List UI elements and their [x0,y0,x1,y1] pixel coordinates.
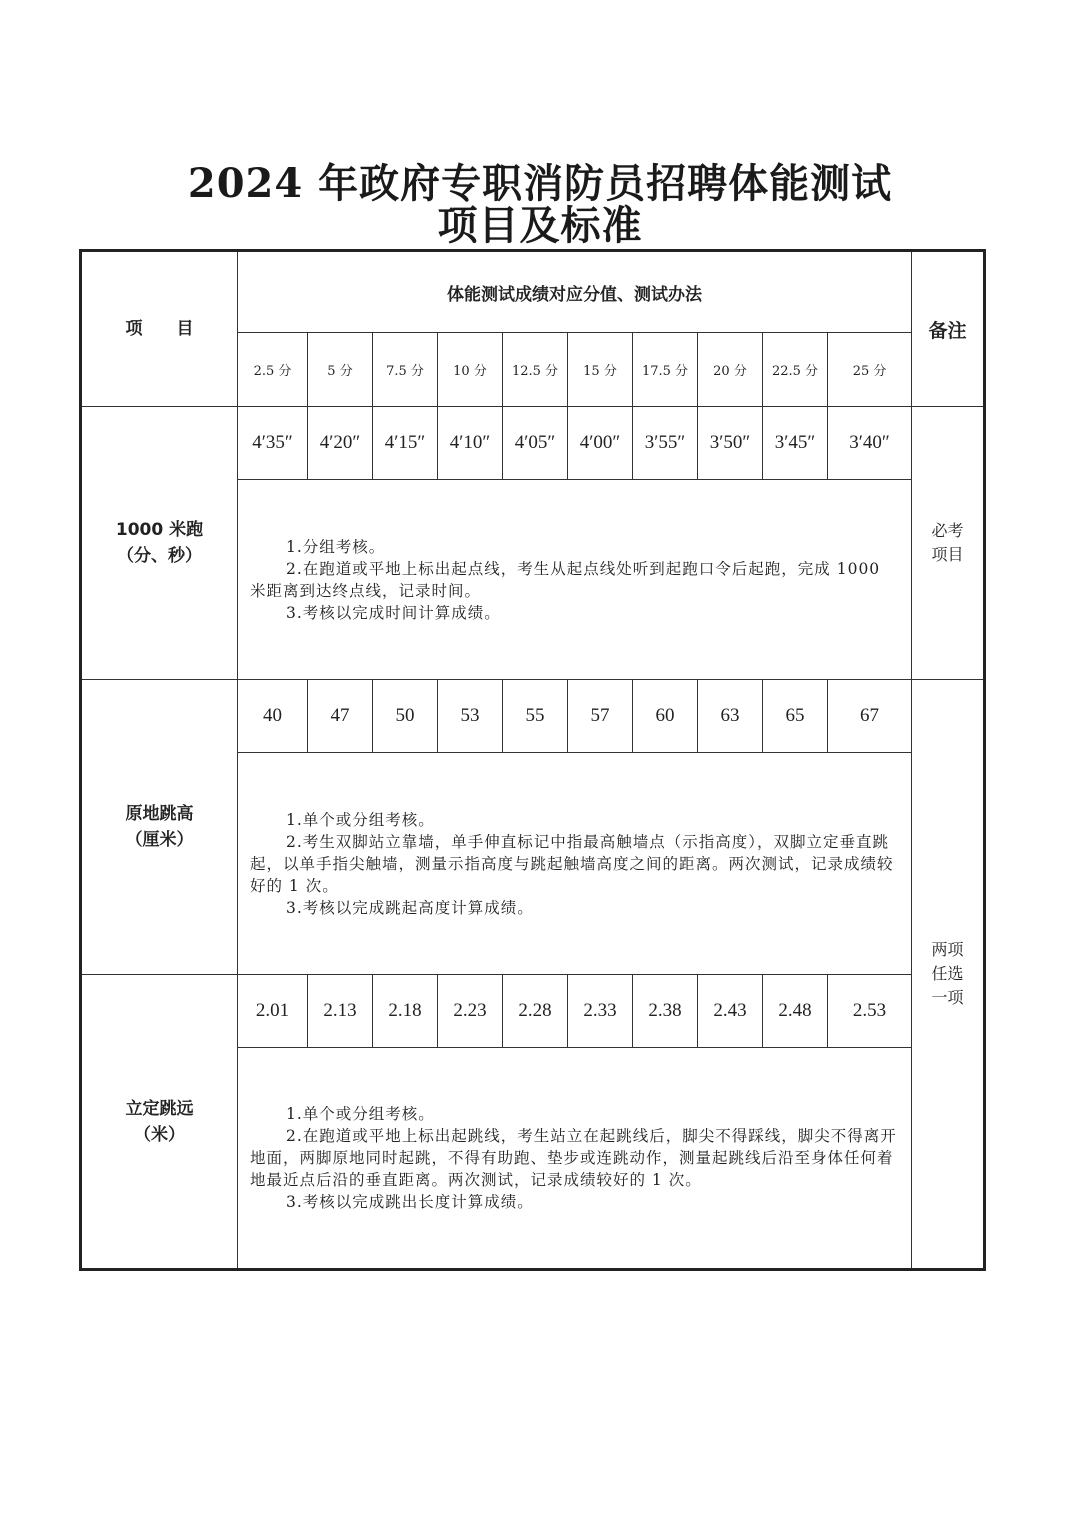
method-line: 3.考核以完成跳起高度计算成绩。 [286,898,534,917]
standard-value: 2.28 [503,975,568,1048]
standard-value: 3′55″ [633,407,698,480]
standard-value: 53 [438,680,503,753]
item-name: 1000 米跑 [115,520,204,540]
standard-value: 55 [503,680,568,753]
score-header: 25 分 [828,333,912,407]
item-name: 立定跳远 [125,1098,194,1119]
item-unit: （厘米） [125,830,194,850]
standard-value: 57 [568,680,633,753]
standard-value: 50 [373,680,438,753]
item-name-cell [81,407,238,680]
item-header: 项 目 [81,251,238,407]
standard-value: 2.18 [373,975,438,1048]
remark-line: 任选 [931,964,964,983]
score-header: 7.5 分 [373,333,438,407]
page-title: 2024 年政府专职消防员招聘体能测试 [187,160,893,207]
standard-value: 63 [698,680,763,753]
standard-value: 60 [633,680,698,753]
standard-value: 4′05″ [503,407,568,480]
standard-value: 4′35″ [238,407,308,480]
method-line: 2.在跑道或平地上标出起点线，考生从起点线处听到起跑口令后起跑，完成 1000 米距离到达终点线，记录时间。 [250,559,881,600]
item-unit: （米） [134,1124,185,1145]
remark-cell [912,680,985,1270]
standard-value: 4′15″ [373,407,438,480]
standard-value: 3′40″ [828,407,912,480]
method-line: 2.在跑道或平地上标出起跳线，考生站立在起跳线后，脚尖不得踩线，脚尖不得离开地面，两脚原地同时起跳，不得有助跑、垫步或连跳动作，测量起跳线后沿至身体任何着地最近点后沿的垂直距离。两次测试，记录成绩较好的 1 次。 [250,1127,897,1189]
standard-value: 2.53 [828,975,912,1048]
remark-cell [912,407,985,680]
method-line: 1.单个或分组考核。 [286,1105,435,1123]
score-header: 22.5 分 [763,333,828,407]
remark-line: 两项 [931,940,964,959]
standard-value: 67 [828,680,912,753]
method-line: 1.分组考核。 [286,537,386,556]
standard-value: 40 [238,680,308,753]
page-subtitle: 项目及标准 [437,202,643,249]
score-header: 5 分 [308,333,373,407]
standard-value: 47 [308,680,373,753]
remark-header: 备注 [912,251,985,407]
remark-line: 必考 [931,521,964,540]
score-header: 20 分 [698,333,763,407]
standard-value: 4′20″ [308,407,373,480]
method-line: 3.考核以完成时间计算成绩。 [286,603,501,622]
standard-value: 2.38 [633,975,698,1048]
standard-value: 2.43 [698,975,763,1048]
method-line: 2.考生双脚站立靠墙，单手伸直标记中指最高触墙点（示指高度），双脚立定垂直跳起，以单手指尖触墙，测量示指高度与跳起触墙高度之间的距离。两次测试，记录成绩较好的 1 次。 [250,832,894,895]
standard-value: 3′45″ [763,407,828,480]
standard-value: 4′10″ [438,407,503,480]
item-name-cell [81,975,238,1270]
item-name-cell [81,680,238,975]
score-header: 2.5 分 [238,333,308,407]
score-header: 10 分 [438,333,503,407]
standard-value: 4′00″ [568,407,633,480]
score-header: 17.5 分 [633,333,698,407]
item-unit: （分、秒） [117,546,202,566]
standard-value: 2.48 [763,975,828,1048]
method-line: 1.单个或分组考核。 [286,810,435,829]
standard-value: 2.23 [438,975,503,1048]
score-header: 15 分 [568,333,633,407]
test-method [238,480,912,680]
test-method [238,753,912,975]
remark-line: 项目 [931,545,964,564]
score-header: 12.5 分 [503,333,568,407]
standard-value: 65 [763,680,828,753]
standard-value: 2.01 [238,975,308,1048]
score-group-header: 体能测试成绩对应分值、测试办法 [238,251,912,333]
standard-value: 2.13 [308,975,373,1048]
standard-value: 3′50″ [698,407,763,480]
remark-line: 一项 [931,988,964,1007]
standard-value: 2.33 [568,975,633,1048]
method-line: 3.考核以完成跳出长度计算成绩。 [286,1193,534,1211]
standards-table [79,249,986,1271]
item-name: 原地跳高 [125,804,194,824]
test-method [238,1048,912,1270]
